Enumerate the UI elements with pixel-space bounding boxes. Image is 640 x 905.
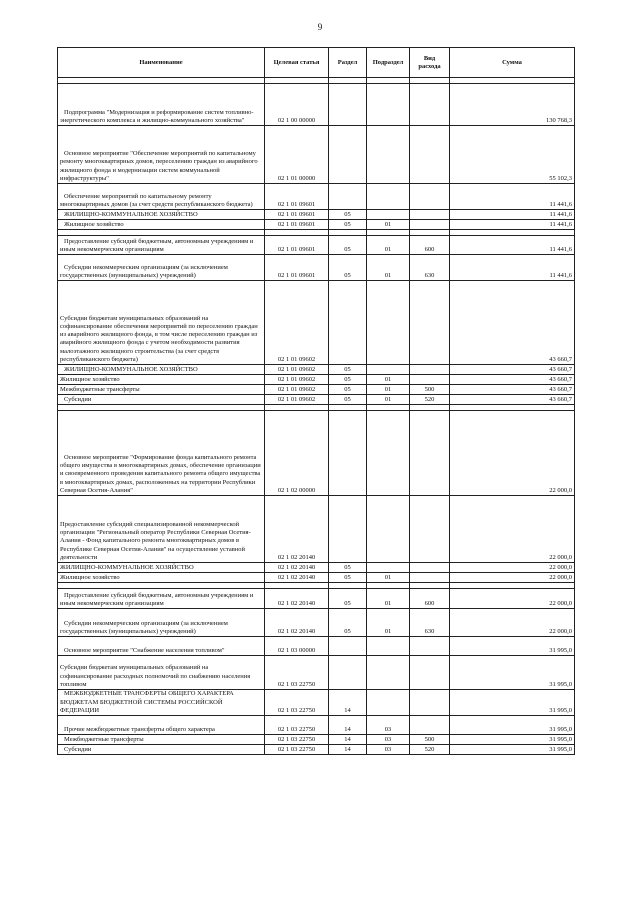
cell-sum: 43 660,7 xyxy=(450,385,575,395)
cell-name: Жилищное хозяйство xyxy=(58,375,265,385)
cell-subsection xyxy=(367,563,410,573)
cell-article: 02 1 01 09601 xyxy=(265,184,329,210)
table-row xyxy=(58,573,575,583)
cell-expense-type xyxy=(410,411,450,496)
cell-name: ЖИЛИЩНО-КОММУНАЛЬНОЕ ХОЗЯЙСТВО xyxy=(58,563,265,573)
cell-expense-type: 500 xyxy=(410,735,450,745)
cell-sum: 22 000,0 xyxy=(450,609,575,637)
cell-section xyxy=(329,126,367,184)
cell-article: 02 1 01 09602 xyxy=(265,395,329,405)
cell-sum: 31 995,0 xyxy=(450,690,575,716)
cell-section xyxy=(329,84,367,126)
cell-section xyxy=(329,496,367,563)
table-row xyxy=(58,411,575,496)
cell-section xyxy=(329,411,367,496)
cell-expense-type: 520 xyxy=(410,395,450,405)
table-row xyxy=(58,220,575,230)
cell-expense-type: 500 xyxy=(410,385,450,395)
cell-section: 05 xyxy=(329,365,367,375)
table-row xyxy=(58,365,575,375)
cell-section: 14 xyxy=(329,745,367,755)
cell-article: 02 1 02 20140 xyxy=(265,573,329,583)
cell-expense-type: 520 xyxy=(410,745,450,755)
cell-name: Обеспечение мероприятий по капитальному ремонту многоквартирных домов (за счет средств республиканского бюджета) xyxy=(58,184,265,210)
table-row xyxy=(58,281,575,365)
cell-expense-type xyxy=(410,690,450,716)
table-row xyxy=(58,637,575,656)
cell-expense-type xyxy=(410,563,450,573)
cell-subsection: 03 xyxy=(367,735,410,745)
cell-subsection: 01 xyxy=(367,609,410,637)
table-row xyxy=(58,385,575,395)
cell-sum: 43 660,7 xyxy=(450,395,575,405)
cell-article: 02 1 01 09601 xyxy=(265,236,329,255)
cell-sum: 43 660,7 xyxy=(450,365,575,375)
cell-subsection: 01 xyxy=(367,375,410,385)
cell-name: Предоставление субсидий бюджетным, автономным учреждениям и иным некоммерческим организациям xyxy=(58,589,265,609)
cell-article: 02 1 01 09601 xyxy=(265,255,329,281)
cell-article: 02 1 03 22750 xyxy=(265,745,329,755)
cell-section xyxy=(329,637,367,656)
cell-section: 05 xyxy=(329,255,367,281)
header-section: Раздел xyxy=(329,48,367,78)
table-row xyxy=(58,210,575,220)
header-name: Наименование xyxy=(58,48,265,78)
cell-subsection: 01 xyxy=(367,220,410,230)
cell-expense-type xyxy=(410,184,450,210)
table-row xyxy=(58,375,575,385)
cell-name: Жилищное хозяйство xyxy=(58,220,265,230)
table-row xyxy=(58,609,575,637)
cell-name: Субсидии некоммерческим организациям (за исключением государственных (муниципальных) учреждений) xyxy=(58,255,265,281)
cell-subsection: 03 xyxy=(367,745,410,755)
cell-section: 05 xyxy=(329,210,367,220)
cell-sum: 31 995,0 xyxy=(450,716,575,735)
cell-article: 02 1 01 09602 xyxy=(265,375,329,385)
cell-section: 05 xyxy=(329,375,367,385)
cell-section: 05 xyxy=(329,609,367,637)
cell-name: ЖИЛИЩНО-КОММУНАЛЬНОЕ ХОЗЯЙСТВО xyxy=(58,365,265,375)
cell-article: 02 1 00 00000 xyxy=(265,84,329,126)
table-row xyxy=(58,690,575,716)
cell-expense-type xyxy=(410,126,450,184)
cell-name: Межбюджетные трансферты xyxy=(58,735,265,745)
header-article: Целевая статья xyxy=(265,48,329,78)
cell-name: Субсидии xyxy=(58,745,265,755)
cell-subsection: 01 xyxy=(367,385,410,395)
cell-sum: 22 000,0 xyxy=(450,563,575,573)
cell-name: Субсидии некоммерческим организациям (за исключением государственных (муниципальных) учреждений) xyxy=(58,609,265,637)
cell-sum: 11 441,6 xyxy=(450,236,575,255)
table-row xyxy=(58,236,575,255)
cell-name: Основное мероприятие "Обеспечение мероприятий по капитальному ремонту многоквартирных домов, переселению граждан из аварийного жилищного фонда и модернизации систем коммунальной инфраструктуры" xyxy=(58,126,265,184)
cell-subsection: 01 xyxy=(367,573,410,583)
cell-expense-type xyxy=(410,375,450,385)
table-row xyxy=(58,589,575,609)
cell-section: 05 xyxy=(329,563,367,573)
cell-name: Подпрограмма "Модернизация и реформирование систем топливно-энергетического комплекса и жилищно-коммунального хозяйства" xyxy=(58,84,265,126)
cell-sum: 31 995,0 xyxy=(450,745,575,755)
cell-section: 14 xyxy=(329,690,367,716)
cell-article: 02 1 03 22750 xyxy=(265,690,329,716)
table-row xyxy=(58,656,575,690)
cell-subsection xyxy=(367,656,410,690)
cell-article: 02 1 03 22750 xyxy=(265,735,329,745)
table-row xyxy=(58,735,575,745)
page-number: 9 xyxy=(317,22,323,32)
cell-sum: 22 000,0 xyxy=(450,411,575,496)
header-subsection: Подраздел xyxy=(367,48,410,78)
cell-article: 02 1 01 09602 xyxy=(265,281,329,365)
cell-article: 02 1 02 20140 xyxy=(265,609,329,637)
cell-article: 02 1 02 00000 xyxy=(265,411,329,496)
cell-sum: 43 660,7 xyxy=(450,281,575,365)
cell-sum: 43 660,7 xyxy=(450,375,575,385)
cell-sum: 55 102,3 xyxy=(450,126,575,184)
cell-section: 05 xyxy=(329,589,367,609)
table-row xyxy=(58,395,575,405)
cell-expense-type xyxy=(410,210,450,220)
header-expense-type: Вид расхода xyxy=(410,48,450,78)
cell-subsection xyxy=(367,84,410,126)
table-row xyxy=(58,126,575,184)
cell-subsection xyxy=(367,411,410,496)
table-row xyxy=(58,255,575,281)
cell-subsection: 01 xyxy=(367,395,410,405)
cell-article: 02 1 02 20140 xyxy=(265,563,329,573)
cell-expense-type xyxy=(410,496,450,563)
cell-name: Субсидии бюджетам муниципальных образований на софинансирование расходных полномочий по снабжению населения топливом xyxy=(58,656,265,690)
table-row xyxy=(58,563,575,573)
table-row xyxy=(58,716,575,735)
cell-name: МЕЖБЮДЖЕТНЫЕ ТРАНСФЕРТЫ ОБЩЕГО ХАРАКТЕРА БЮДЖЕТАМ БЮДЖЕТНОЙ СИСТЕМЫ РОССИЙСКОЙ ФЕДЕРАЦИИ xyxy=(58,690,265,716)
budget-table xyxy=(57,47,575,755)
cell-expense-type xyxy=(410,365,450,375)
cell-expense-type xyxy=(410,656,450,690)
cell-sum: 22 000,0 xyxy=(450,496,575,563)
cell-name: Субсидии бюджетам муниципальных образований на софинансирование обеспечения мероприятий по переселению граждан из аварийного жилищного фонда, в том числе переселению граждан из аварийного жилищного фонда с учетом необходимости развития малоэтажного жилищного строительства (за счет средств республиканского бюджета) xyxy=(58,281,265,365)
cell-subsection xyxy=(367,210,410,220)
table-row xyxy=(58,184,575,210)
cell-expense-type xyxy=(410,716,450,735)
cell-sum: 31 995,0 xyxy=(450,735,575,745)
cell-name: Основное мероприятие "Снабжение населения топливом" xyxy=(58,637,265,656)
cell-subsection: 01 xyxy=(367,255,410,281)
cell-section xyxy=(329,184,367,210)
cell-expense-type: 630 xyxy=(410,255,450,281)
cell-article: 02 1 03 22750 xyxy=(265,716,329,735)
cell-subsection xyxy=(367,496,410,563)
cell-name: Субсидии xyxy=(58,395,265,405)
cell-subsection xyxy=(367,126,410,184)
cell-subsection xyxy=(367,184,410,210)
cell-expense-type: 630 xyxy=(410,609,450,637)
table-row xyxy=(58,84,575,126)
cell-sum: 11 441,6 xyxy=(450,184,575,210)
cell-expense-type xyxy=(410,84,450,126)
cell-subsection xyxy=(367,281,410,365)
cell-article: 02 1 03 00000 xyxy=(265,637,329,656)
cell-expense-type xyxy=(410,220,450,230)
cell-article: 02 1 01 09601 xyxy=(265,210,329,220)
table-row xyxy=(58,745,575,755)
cell-subsection xyxy=(367,690,410,716)
header-sum: Сумма xyxy=(450,48,575,78)
cell-sum: 31 995,0 xyxy=(450,656,575,690)
cell-sum: 31 995,0 xyxy=(450,637,575,656)
cell-expense-type xyxy=(410,573,450,583)
cell-name: Прочие межбюджетные трансферты общего характера xyxy=(58,716,265,735)
cell-article: 02 1 02 20140 xyxy=(265,589,329,609)
cell-sum: 11 441,6 xyxy=(450,220,575,230)
cell-subsection: 01 xyxy=(367,236,410,255)
table-header-row xyxy=(58,48,575,78)
cell-article: 02 1 01 09602 xyxy=(265,385,329,395)
cell-section xyxy=(329,281,367,365)
cell-subsection: 03 xyxy=(367,716,410,735)
cell-section: 14 xyxy=(329,735,367,745)
cell-section: 05 xyxy=(329,573,367,583)
cell-subsection xyxy=(367,365,410,375)
cell-name: ЖИЛИЩНО-КОММУНАЛЬНОЕ ХОЗЯЙСТВО xyxy=(58,210,265,220)
cell-sum: 22 000,0 xyxy=(450,573,575,583)
cell-expense-type: 600 xyxy=(410,236,450,255)
cell-subsection: 01 xyxy=(367,589,410,609)
cell-article: 02 1 02 20140 xyxy=(265,496,329,563)
cell-section: 05 xyxy=(329,220,367,230)
cell-name: Жилищное хозяйство xyxy=(58,573,265,583)
cell-expense-type xyxy=(410,281,450,365)
cell-sum: 11 441,6 xyxy=(450,210,575,220)
cell-name: Предоставление субсидий бюджетным, автономным учреждениям и иным некоммерческим организациям xyxy=(58,236,265,255)
cell-article: 02 1 01 09602 xyxy=(265,365,329,375)
cell-expense-type xyxy=(410,637,450,656)
cell-section: 05 xyxy=(329,385,367,395)
cell-name: Предоставление субсидий специализированной некоммерческой организации "Региональный оператор Республики Северная Осетия-Алания - Фонд капитального ремонта многоквартирных домов в Республике Северная Осетия-Алания" на осуществление уставной деятельности xyxy=(58,496,265,563)
cell-section: 14 xyxy=(329,716,367,735)
cell-sum: 130 768,3 xyxy=(450,84,575,126)
cell-section: 05 xyxy=(329,236,367,255)
cell-article: 02 1 01 00000 xyxy=(265,126,329,184)
cell-section xyxy=(329,656,367,690)
cell-expense-type: 600 xyxy=(410,589,450,609)
cell-section: 05 xyxy=(329,395,367,405)
cell-sum: 11 441,6 xyxy=(450,255,575,281)
cell-name: Межбюджетные трансферты xyxy=(58,385,265,395)
cell-name: Основное мероприятие "Формирование фонда капитального ремонта общего имущества в многоквартирных домах, обеспечение организации и своевременного проведения капитального ремонта общего имущества в многоквартирных домах, расположенных на территории Республики Северная Осетия-Алания" xyxy=(58,411,265,496)
cell-subsection xyxy=(367,637,410,656)
cell-sum: 22 000,0 xyxy=(450,589,575,609)
cell-article: 02 1 01 09601 xyxy=(265,220,329,230)
table-row xyxy=(58,496,575,563)
cell-article: 02 1 03 22750 xyxy=(265,656,329,690)
